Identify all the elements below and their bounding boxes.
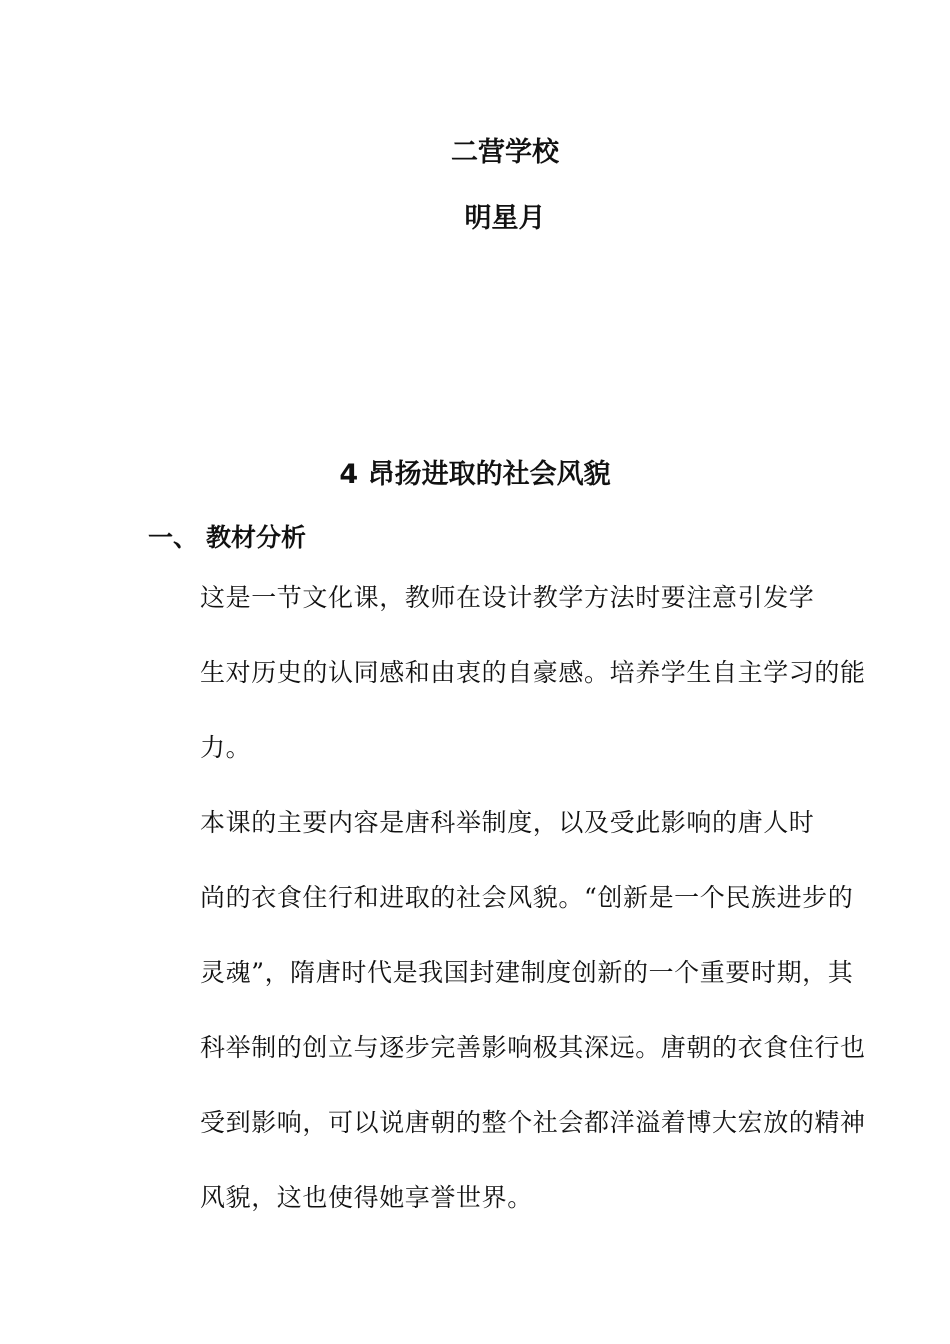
- section-title: 教材分析: [206, 523, 307, 552]
- section-number: 一、: [148, 523, 199, 552]
- lesson-title: 4 昂扬进取的社会风貌: [339, 459, 611, 490]
- paragraph-intro: [148, 560, 866, 785]
- paragraph-line: 力。: [200, 733, 252, 762]
- paragraph-line: 这是一节文化课，教师在设计教学方法时要注意引发学: [200, 583, 815, 612]
- paragraph-line: 风貌，这也使得她享誉世界。: [200, 1183, 533, 1212]
- paragraph-line: 受到影响，可以说唐朝的整个社会都洋溢着博大宏放的精神: [200, 1108, 866, 1137]
- paragraph-line: 本课的主要内容是唐科举制度，以及受此影响的唐人时: [200, 808, 815, 837]
- paragraph-content: [148, 785, 866, 1235]
- paragraph-line: 科举制的创立与逐步完善影响极其深远。唐朝的衣食住行也: [200, 1033, 866, 1062]
- paragraph-line: 生对历史的认同感和由衷的自豪感。培养学生自主学习的能: [200, 658, 866, 687]
- section-heading: [148, 518, 306, 554]
- paragraph-line: 灵魂”，隋唐时代是我国封建制度创新的一个重要时期，其: [200, 958, 854, 987]
- paragraph-line: 尚的衣食住行和进取的社会风貌。“创新是一个民族进步的: [200, 883, 854, 912]
- author-name: 明星月: [464, 203, 546, 234]
- school-name: 二营学校: [451, 137, 559, 168]
